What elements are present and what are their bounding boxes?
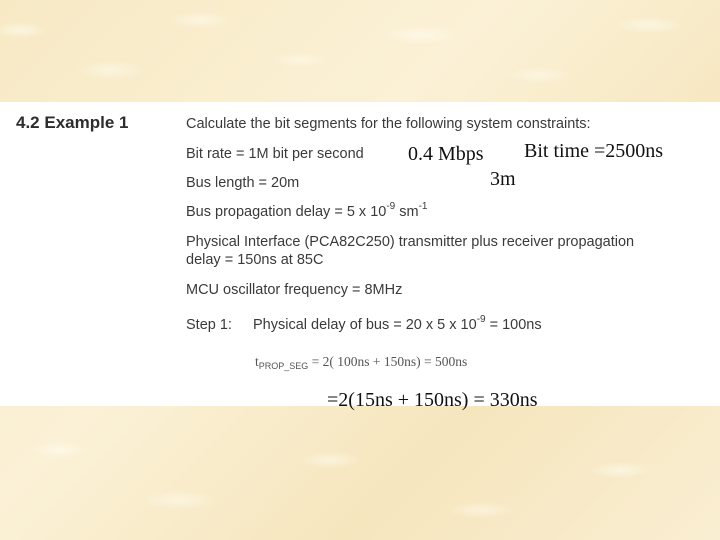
intro-text: Calculate the bit segments for the following system constraints: <box>186 116 591 132</box>
step1-text-suffix: = 100ns <box>485 317 542 333</box>
step1-text <box>253 314 542 333</box>
mcu-oscillator-constraint: MCU oscillator frequency = 8MHz <box>186 282 403 298</box>
formula-subscript: PROP_SEG <box>258 361 309 371</box>
annotation-mbps: 0.4 Mbps <box>408 143 484 165</box>
prop-delay-text: Bus propagation delay = 5 x 10 <box>186 204 387 220</box>
prop-delay-unit: sm <box>395 204 419 220</box>
physical-interface-line2: delay = 150ns at 85C <box>186 252 324 268</box>
step1-text-prefix: Physical delay of bus = 20 x 5 x 10 <box>253 317 477 333</box>
propagation-delay-constraint <box>186 201 428 220</box>
step1-label: Step 1: <box>186 317 232 333</box>
annotation-length: 3m <box>490 168 516 190</box>
bit-rate-constraint: Bit rate = 1M bit per second <box>186 146 364 162</box>
formula-t: t <box>255 354 259 369</box>
step1-exponent: -9 <box>476 314 486 325</box>
formula-expression: = 2( 100ns + 150ns) = 500ns <box>308 354 468 369</box>
tprop-seg-formula <box>255 354 467 371</box>
bus-length-constraint: Bus length = 20m <box>186 175 300 191</box>
prop-delay-exponent: -9 <box>386 201 396 212</box>
example-heading: 4.2 Example 1 <box>16 113 129 132</box>
annotation-bit-time: Bit time =2500ns <box>524 140 664 162</box>
physical-interface-line1: Physical Interface (PCA82C250) transmitter plus receiver propagation <box>186 234 635 250</box>
annotation-recalculation: =2(15ns + 150ns) = 330ns <box>327 389 538 411</box>
prop-delay-unit-exponent: -1 <box>418 201 428 212</box>
